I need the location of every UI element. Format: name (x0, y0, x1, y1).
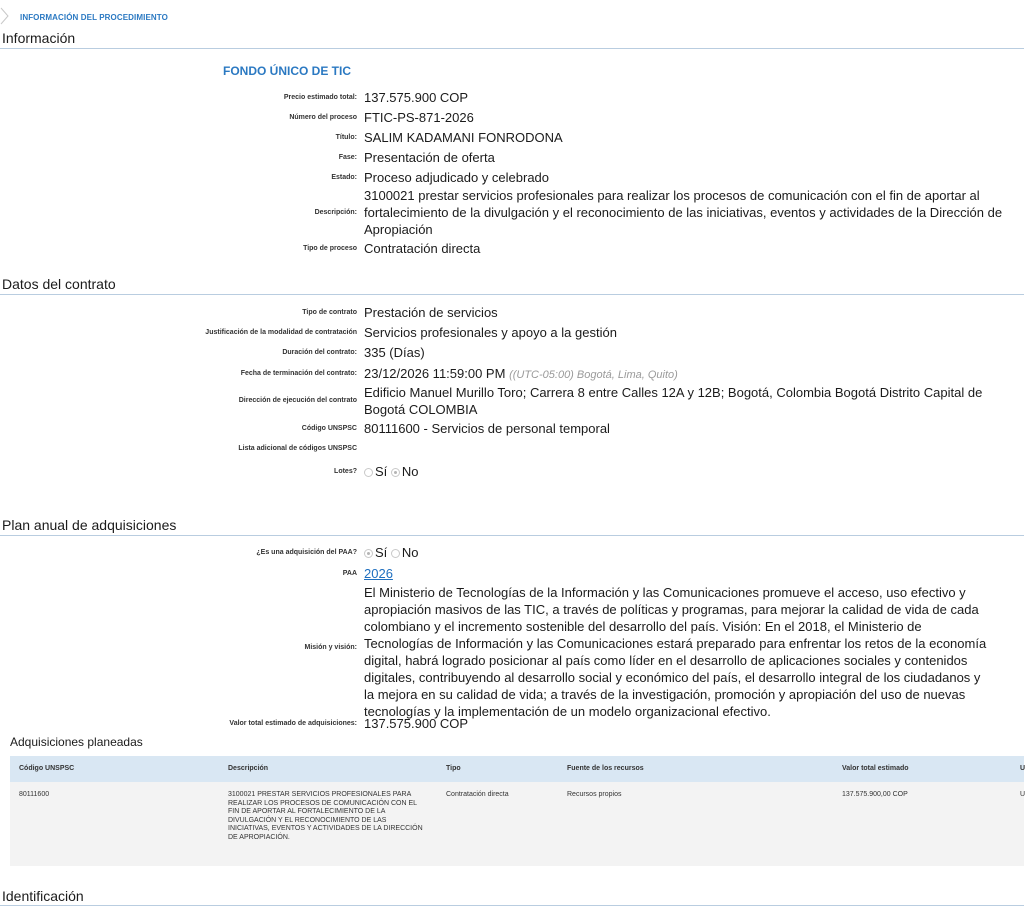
section-title-identificacion: Identificación (2, 888, 84, 904)
field-value (364, 365, 678, 384)
field-value: 335 (Días) (364, 345, 425, 360)
paa-no-label: No (401, 545, 419, 560)
paa-radio-group (364, 544, 419, 561)
field-label: Precio estimado total: (283, 94, 357, 101)
lotes-no-radio[interactable] (391, 468, 400, 477)
lotes-radio-group (364, 463, 419, 480)
lotes-si-label: Sí (375, 464, 388, 479)
section-divider (0, 535, 1024, 536)
section-title-plan-anual: Plan anual de adquisiciones (2, 517, 177, 533)
chevron-right-icon (0, 8, 10, 24)
paa-link[interactable]: 2026 (364, 566, 393, 581)
field-value: 3100021 prestar servicios profesionales para realizar los procesos de comunicación con el fin de aportar al fortalecimiento de la divulgación y el reconocimiento de las iniciativas, eventos y actividades de la Dirección de Apropiación (364, 188, 1003, 237)
field-value: 137.575.900 COP (364, 716, 469, 731)
field-label: Valor total estimado de adquisiciones: (229, 720, 357, 727)
field-value: Presentación de oferta (364, 150, 495, 165)
cell-valor: 137.575.900,00 COP (842, 791, 908, 798)
organization-name: FONDO ÚNICO DE TIC (223, 64, 351, 78)
paa-si-label: Sí (375, 545, 388, 560)
breadcrumb-label[interactable]: INFORMACIÓN DEL PROCEDIMIENTO (20, 13, 168, 22)
field-label: Lista adicional de códigos UNSPSC (238, 445, 357, 452)
field-value: El Ministerio de Tecnologías de la Información y las Comunicaciones promueve el acceso, uso efectivo y apropiación masivos de las TIC, a través de políticas y programas, para mejorar la calidad de vida de cada colombiano y el incremento sostenible del desarrollo del país. Visión: En el 2018, el Ministerio de Tecnologías de Información y las Comunicaciones estará preparado para enfrentar los retos de la economía digital, habrá logrado posicionar al país como líder en el desarrollo de aplicaciones sociales y contenidos digitales, contribuyendo al desarrollo social y económico del país, el desarrollo integral de los ciudadanos y la mejora en su calidad de vida; a través de la investigación, promoción y apropiación del uso de nuevas tecnologías y la implementación de un modelo organizacional efectivo. (364, 585, 987, 719)
adquisiciones-title: Adquisiciones planeadas (10, 735, 143, 749)
cell-fuente: Recursos propios (567, 791, 622, 798)
field-label: Descripción: (314, 209, 357, 216)
field-label: Justificación de la modalidad de contratación (205, 329, 357, 336)
field-label: ¿Es una adquisición del PAA? (256, 549, 357, 556)
lotes-no-label: No (401, 464, 419, 479)
field-label: Código UNSPSC (301, 425, 357, 432)
field-label: PAA (342, 570, 357, 577)
field-label: Título: (335, 134, 357, 141)
field-value: Edificio Manuel Murillo Toro; Carrera 8 entre Calles 12A y 12B; Bogotá, Colombia Bogotá Distrito Capital de Bogotá COLOMBIA (364, 385, 983, 417)
header-codigo[interactable]: Código UNSPSC (19, 765, 75, 772)
field-value: Servicios profesionales y apoyo a la gestión (364, 325, 617, 340)
field-value: FTIC-PS-871-2026 (364, 110, 474, 125)
header-extra[interactable]: U (1020, 765, 1025, 772)
section-title-informacion: Información (2, 30, 76, 46)
section-divider (0, 48, 1024, 49)
cell-extra: U (1020, 791, 1025, 798)
field-label: Tipo de proceso (303, 245, 357, 252)
paa-no-radio[interactable] (391, 549, 400, 558)
timezone-note: ((UTC-05:00) Bogotá, Lima, Quito) (509, 369, 678, 381)
field-label: Duración del contrato: (282, 349, 357, 356)
paa-si-radio[interactable] (364, 549, 373, 558)
cell-tipo: Contratación directa (446, 791, 509, 798)
field-value: 80111600 - Servicios de personal temporal (364, 421, 610, 436)
field-label: Fase: (338, 154, 357, 161)
header-fuente[interactable]: Fuente de los recursos (567, 765, 644, 772)
header-valor[interactable]: Valor total estimado (842, 765, 909, 772)
field-label: Dirección de ejecución del contrato (238, 397, 357, 404)
fecha-value: 23/12/2026 11:59:00 PM (364, 366, 506, 381)
field-value: 137.575.900 COP (364, 90, 469, 105)
field-value: Prestación de servicios (364, 305, 498, 320)
breadcrumb (0, 8, 400, 24)
field-label: Estado: (331, 174, 357, 181)
section-title-datos-contrato: Datos del contrato (2, 276, 116, 292)
field-label: Tipo de contrato (302, 309, 357, 316)
field-value: Contratación directa (364, 241, 481, 256)
section-divider (0, 294, 1024, 295)
header-descripcion[interactable]: Descripción (228, 765, 269, 772)
field-label: Fecha de terminación del contrato: (240, 370, 357, 377)
cell-codigo: 80111600 (19, 791, 50, 798)
field-value: Proceso adjudicado y celebrado (364, 170, 550, 185)
field-label: Número del proceso (289, 114, 357, 121)
lotes-si-radio[interactable] (364, 468, 373, 477)
field-label: Misión y visión: (304, 644, 357, 651)
cell-descripcion: 3100021 PRESTAR SERVICIOS PROFESIONALES PARA REALIZAR LOS PROCESOS DE COMUNICACIÓN CON EL FIN DE APORTAR AL FORTALECIMIENTO DE LA DIVULGACIÓN Y EL RECONOCIMIENTO DE LAS INICIATIVAS, EVENTOS Y ACTIVIDADES DE LA DIRECCIÓN DE APROPIACIÓN. (228, 791, 423, 841)
header-tipo[interactable]: Tipo (446, 765, 461, 772)
field-label: Lotes? (334, 468, 357, 475)
field-value: SALIM KADAMANI FONRODONA (364, 130, 563, 145)
